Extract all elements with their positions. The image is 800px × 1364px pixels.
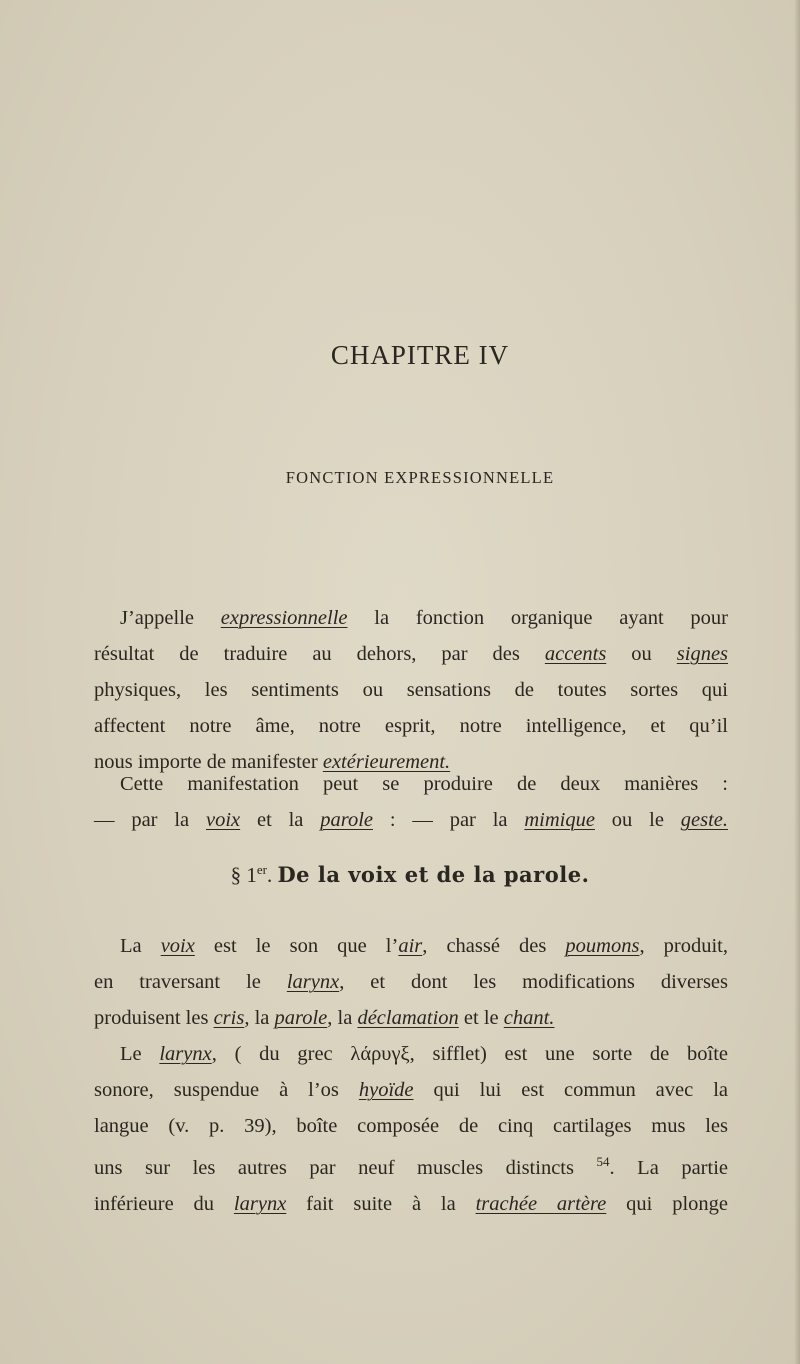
text-run: . La partie bbox=[609, 1157, 728, 1179]
italic-term: larynx bbox=[286, 971, 340, 993]
section-title: De la voix et de la parole. bbox=[277, 862, 590, 887]
text-run: en traversant le bbox=[94, 971, 287, 993]
text-run: sonore, suspendue à l’os bbox=[94, 1079, 359, 1101]
text-run: et le bbox=[458, 1007, 504, 1029]
italic-term: accents bbox=[544, 643, 607, 665]
section-symbol: § 1 bbox=[230, 863, 257, 887]
text-run: qui lui est commun avec la bbox=[413, 1079, 728, 1101]
text-run: , chassé des bbox=[422, 935, 566, 957]
text-run: , la bbox=[327, 1007, 358, 1029]
text-run: , produit, bbox=[639, 935, 728, 957]
paragraph-4-line-1 bbox=[94, 1036, 728, 1072]
paragraph-2 bbox=[94, 766, 728, 838]
text-run: produisent les bbox=[94, 1007, 214, 1029]
italic-term: parole bbox=[320, 809, 373, 831]
text-run: , et dont les modifications diverses bbox=[339, 971, 729, 993]
text-run: et la bbox=[240, 809, 321, 831]
paragraph-4-line-3: langue (v. p. 39), boîte composée de cinq cartilages mus les bbox=[94, 1115, 728, 1137]
chapter-subtitle: FONCTION EXPRESSIONNELLE bbox=[285, 468, 555, 487]
section-separator: . bbox=[266, 863, 278, 887]
paragraph-4-line-2 bbox=[94, 1072, 728, 1108]
paragraph-4 bbox=[94, 1036, 728, 1222]
italic-term: mimique bbox=[524, 809, 595, 831]
italic-term: chant. bbox=[503, 1007, 555, 1029]
text-run: ou bbox=[606, 643, 677, 665]
italic-term: hyoïde bbox=[358, 1079, 414, 1101]
italic-term: larynx bbox=[159, 1043, 212, 1065]
paragraph-2-line-2 bbox=[94, 802, 728, 838]
paragraph-4-line-4 bbox=[94, 1144, 728, 1186]
paragraph-3 bbox=[94, 928, 728, 1036]
italic-term: parole bbox=[274, 1007, 328, 1029]
paragraph-1-line-2 bbox=[94, 636, 728, 672]
text-run: J’appelle bbox=[120, 607, 221, 629]
italic-term: poumons bbox=[565, 935, 640, 957]
text-run: uns sur les autres par neuf muscles distincts bbox=[94, 1157, 597, 1179]
italic-term: voix bbox=[205, 809, 241, 831]
italic-term: geste. bbox=[680, 809, 728, 831]
italic-term: air bbox=[398, 935, 423, 957]
footnote-marker: 54 bbox=[596, 1154, 610, 1169]
page-edge-shadow bbox=[794, 0, 800, 1364]
text-run: fait suite à la bbox=[286, 1193, 476, 1215]
italic-term: expressionnelle bbox=[220, 607, 348, 629]
text-run: la fonction organique ayant pour bbox=[347, 607, 728, 629]
paragraph-1-line-1 bbox=[94, 600, 728, 636]
italic-term: cris bbox=[213, 1007, 245, 1029]
paragraph-3-line-2 bbox=[94, 964, 728, 1000]
italic-term: déclamation bbox=[357, 1007, 459, 1029]
italic-term: trachée artère bbox=[475, 1193, 607, 1215]
text-run: nous importe de manifester bbox=[94, 751, 323, 773]
chapter-title: CHAPITRE IV bbox=[330, 340, 510, 370]
paragraph-1 bbox=[94, 600, 728, 780]
section-heading bbox=[0, 862, 800, 888]
paragraph-4-line-5 bbox=[94, 1186, 728, 1222]
paragraph-3-line-3 bbox=[94, 1000, 728, 1036]
text-run: : — par la bbox=[373, 809, 525, 831]
text-run: inférieure du bbox=[94, 1193, 234, 1215]
text-run: Le bbox=[120, 1043, 160, 1065]
paragraph-1-line-3: physiques, les sentiments ou sensations de toutes sortes qui bbox=[94, 679, 728, 701]
paragraph-1-line-4: affectent notre âme, notre esprit, notre intelligence, et qu’il bbox=[94, 715, 728, 737]
text-run: est le son que l’ bbox=[194, 935, 399, 957]
text-run: , ( du grec λάρυγξ, sifflet) est une sorte de boîte bbox=[211, 1043, 728, 1065]
text-run: qui plonge bbox=[606, 1193, 728, 1215]
text-run: , la bbox=[244, 1007, 275, 1029]
section-ordinal-suffix: er bbox=[256, 862, 267, 877]
italic-term: signes bbox=[676, 643, 729, 665]
italic-term: extérieurement. bbox=[322, 751, 451, 773]
text-run: ou le bbox=[594, 809, 681, 831]
text-run: — par la bbox=[94, 809, 206, 831]
paragraph-3-line-1 bbox=[94, 928, 728, 964]
italic-term: voix bbox=[160, 935, 195, 957]
text-run: La bbox=[120, 935, 161, 957]
italic-term: larynx bbox=[233, 1193, 287, 1215]
paragraph-2-line-1: Cette manifestation peut se produire de deux manières : bbox=[120, 773, 728, 795]
text-run: résultat de traduire au dehors, par des bbox=[94, 643, 545, 665]
